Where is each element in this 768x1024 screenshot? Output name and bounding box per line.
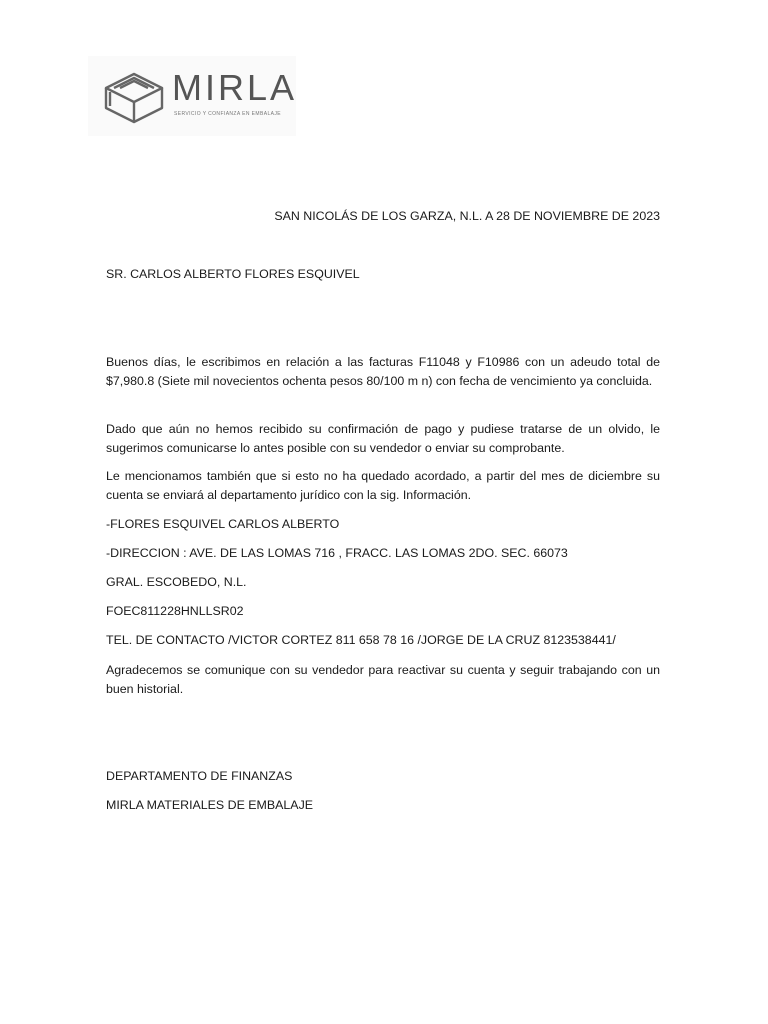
place-date: SAN NICOLÁS DE LOS GARZA, N.L. A 28 DE NOVIEMBRE DE 2023 <box>274 209 660 223</box>
recipient: SR. CARLOS ALBERTO FLORES ESQUIVEL <box>106 267 360 281</box>
paragraph-debt: Buenos días, le escribimos en relación a las facturas F11048 y F10986 con un adeudo total de $7,980.8 (Siete mil novecientos ochenta pesos 80/100 m n) con fecha de vencimiento ya concluida. <box>106 355 660 388</box>
paragraph-legal: Le mencionamos también que si esto no ha quedado acordado, a partir del mes de diciembre su cuenta se enviará al departamento jurídico con la sig. Información. <box>106 469 660 502</box>
info-address: -DIRECCION : AVE. DE LAS LOMAS 716 , FRACC. LAS LOMAS 2DO. SEC. 66073 <box>106 546 568 560</box>
box-icon <box>102 66 166 126</box>
logo-tagline: SERVICIO Y CONFIANZA EN EMBALAJE <box>174 111 281 117</box>
signature-department: DEPARTAMENTO DE FINANZAS <box>106 769 293 783</box>
info-name: -FLORES ESQUIVEL CARLOS ALBERTO <box>106 517 340 531</box>
info-city: GRAL. ESCOBEDO, N.L. <box>106 575 247 589</box>
paragraph-reminder: Dado que aún no hemos recibido su confirmación de pago y pudiese tratarse de un olvido, le sugerimos comunicarse lo antes posible con su vendedor o enviar su comprobante. <box>106 422 660 455</box>
info-contact: TEL. DE CONTACTO /VICTOR CORTEZ 811 658 78 16 /JORGE DE LA CRUZ 8123538441/ <box>106 633 616 647</box>
logo-wordmark: MIRLA <box>172 67 298 108</box>
info-rfc: FOEC811228HNLLSR02 <box>106 604 244 618</box>
paragraph-closing: Agradecemos se comunique con su vendedor para reactivar su cuenta y seguir trabajando con un buen historial. <box>106 663 660 696</box>
signature-company: MIRLA MATERIALES DE EMBALAJE <box>106 798 314 812</box>
company-logo <box>88 56 296 136</box>
